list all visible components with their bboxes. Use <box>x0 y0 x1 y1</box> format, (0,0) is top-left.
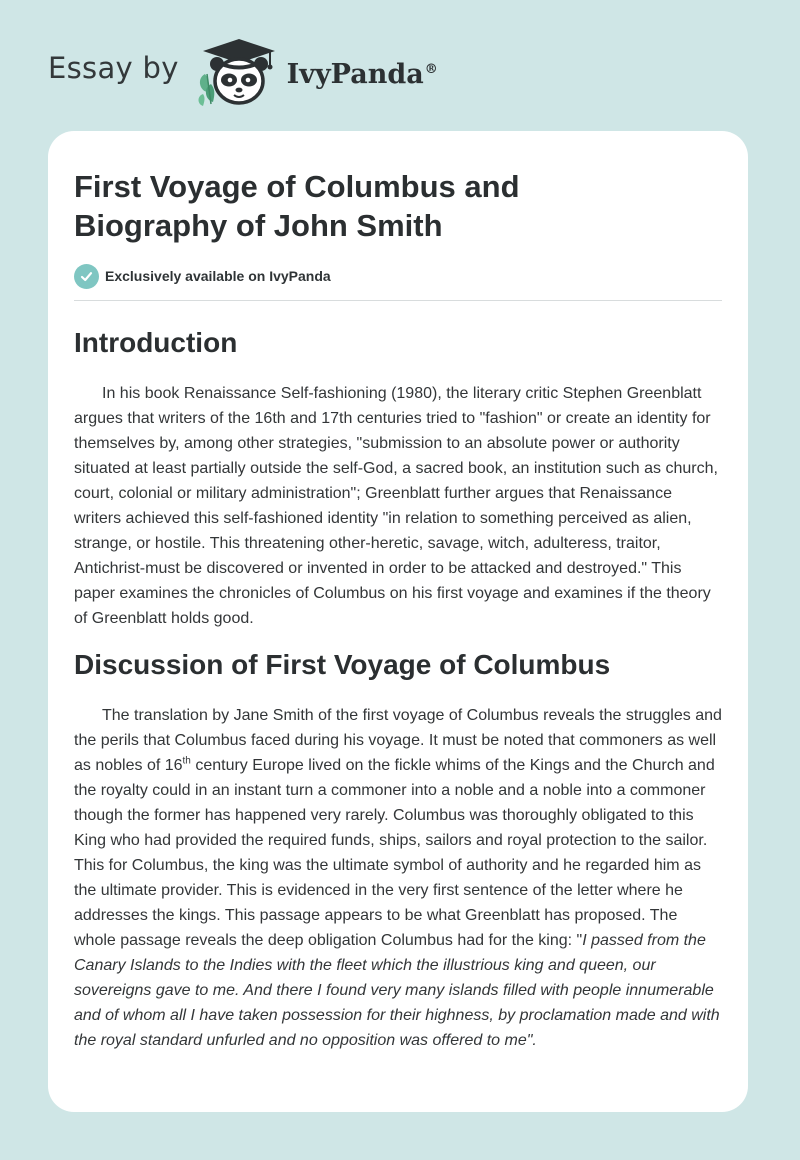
discussion-text-part2: century Europe lived on the fickle whims of the Kings and the Church and the royalty could in an instant turn a commoner into a noble and a noble into a commoner though the former has happened very rarely. Columbus was thoroughly obligated to this King who had provided the required funds, ships, sailors and royal protection to the sailor. This for Columbus, the king was the ultimate symbol of authority and he regarded him as the ultimate provider. This is evidenced in the very first sentence of the letter where he addresses the kings. This passage appears to be what Greenblatt has proposed. The whole passage reveals the deep obligation Columbus had for the king: " <box>74 757 715 949</box>
registered-mark: ® <box>424 61 438 77</box>
ordinal-superscript: th <box>182 755 191 767</box>
essay-title: First Voyage of Columbus and Biography of John Smith <box>74 169 520 243</box>
site-header <box>48 34 438 110</box>
essay-card <box>48 131 748 1112</box>
exclusive-label: Exclusively available on IvyPanda <box>105 268 331 284</box>
check-circle-icon <box>74 264 99 289</box>
brand-name <box>287 59 438 90</box>
section-heading-discussion: Discussion of First Voyage of Columbus <box>74 649 611 680</box>
ivypanda-logo-link[interactable] <box>193 34 285 110</box>
divider <box>74 300 722 301</box>
section-heading-introduction: Introduction <box>74 327 238 358</box>
section-paragraph-introduction: In his book Renaissance Self-fashioning (1980), the literary critic Stephen Greenblatt argues that writers of the 16th and 17th centuries tried to "fashion" or create an identity for themselves by, among other strategies, "submission to an absolute power or authority situated at least partially outside the self-God, a sacred book, an institution such as church, court, colonial or military administration"; Greenblatt further argues that Renaissance writers achieved this self-fashioned identity "in relation to something perceived as alien, strange, or hostile. This threatening other-heretic, savage, witch, adulteress, traitor, Antichrist-must be discovered or invented in order to be attacked and destroyed." This paper examines the chronicles of Columbus on his first voyage and examines if the theory of Greenblatt holds good. <box>74 385 718 627</box>
brand-prefix: Essay by <box>48 51 179 85</box>
discussion-text-part1: The translation by Jane Smith of the first voyage of Columbus reveals the struggles and the perils that Columbus faced during his voyage. It must be noted that commoners as well as nobles of 16 <box>74 707 722 774</box>
section-paragraph-discussion <box>74 703 722 1053</box>
panda-logo-icon <box>193 34 285 110</box>
columbus-quote: I passed from the Canary Islands to the Indies with the fleet which the illustrious king and queen, our sovereigns gave to me. And there I found very many islands filled with people innumerable and of whom all I have taken possession for their highness, by proclamation made and with the royal standard unfurled and no opposition was offered to me". <box>74 932 720 1049</box>
exclusive-badge <box>74 263 722 289</box>
brand-name-text: IvyPanda <box>286 58 424 90</box>
